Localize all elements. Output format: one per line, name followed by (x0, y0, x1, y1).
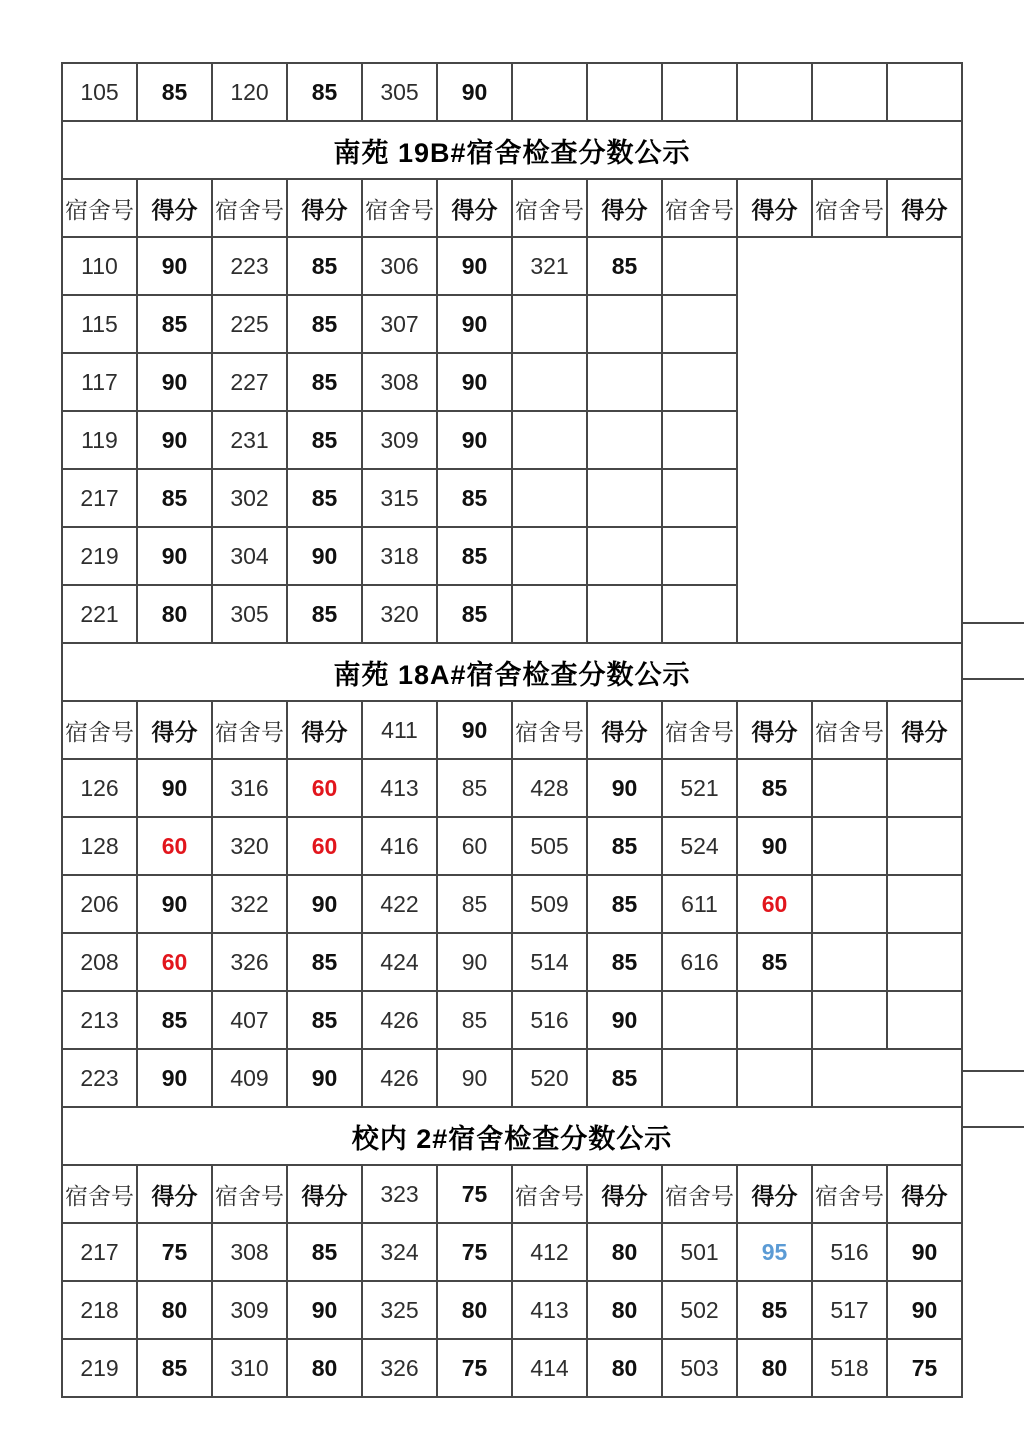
table-cell: 85 (287, 585, 362, 643)
table-cell: 60 (137, 933, 212, 991)
table-cell: 95 (737, 1223, 812, 1281)
table-cell: 316 (212, 759, 287, 817)
title-row-right-extension (963, 622, 1024, 680)
table-cell: 80 (587, 1339, 662, 1397)
table-cell: 521 (662, 759, 737, 817)
table-cell: 516 (812, 1223, 887, 1281)
table-cell: 60 (437, 817, 512, 875)
table-cell: 518 (812, 1339, 887, 1397)
empty-cell (662, 585, 737, 643)
empty-cell (887, 817, 962, 875)
table-cell: 110 (62, 237, 137, 295)
column-header: 得分 (737, 701, 812, 759)
table-cell: 85 (137, 1339, 212, 1397)
table-cell: 428 (512, 759, 587, 817)
column-header: 得分 (287, 1165, 362, 1223)
table-cell: 85 (737, 759, 812, 817)
table-cell: 223 (62, 1049, 137, 1107)
empty-cell (587, 353, 662, 411)
column-header: 宿舍号 (662, 179, 737, 237)
section-title: 南苑 19B#宿舍检查分数公示 (62, 121, 962, 179)
table-cell: 85 (287, 63, 362, 121)
table-cell: 611 (662, 875, 737, 933)
empty-cell (512, 469, 587, 527)
table-cell: 416 (362, 817, 437, 875)
table-cell: 85 (437, 527, 512, 585)
table-cell: 219 (62, 1339, 137, 1397)
table-cell: 306 (362, 237, 437, 295)
table-cell: 524 (662, 817, 737, 875)
table-row (62, 643, 962, 701)
table-cell: 90 (137, 759, 212, 817)
table-cell: 616 (662, 933, 737, 991)
table-cell: 305 (362, 63, 437, 121)
table-cell: 90 (437, 237, 512, 295)
table-cell: 90 (137, 411, 212, 469)
table-row (62, 1165, 962, 1223)
table-cell: 85 (437, 875, 512, 933)
table-row (62, 933, 962, 991)
table-row (62, 701, 962, 759)
table-cell: 85 (437, 759, 512, 817)
table-row (62, 1223, 962, 1281)
table-cell: 85 (587, 933, 662, 991)
column-header: 得分 (587, 701, 662, 759)
table-cell: 85 (137, 63, 212, 121)
table-cell: 85 (137, 469, 212, 527)
table-cell: 219 (62, 527, 137, 585)
table-cell: 85 (287, 1223, 362, 1281)
table-cell: 218 (62, 1281, 137, 1339)
empty-cell (662, 295, 737, 353)
table-cell: 90 (137, 1049, 212, 1107)
empty-cell (512, 411, 587, 469)
table-cell: 426 (362, 1049, 437, 1107)
empty-cell (662, 63, 737, 121)
table-row (62, 759, 962, 817)
table-cell: 422 (362, 875, 437, 933)
table-cell: 225 (212, 295, 287, 353)
table-row (62, 1107, 962, 1165)
table-cell: 221 (62, 585, 137, 643)
column-header: 得分 (737, 1165, 812, 1223)
column-header: 323 (362, 1165, 437, 1223)
table-cell: 227 (212, 353, 287, 411)
table-cell: 75 (437, 1339, 512, 1397)
table-cell: 520 (512, 1049, 587, 1107)
table-cell: 90 (437, 1049, 512, 1107)
table-cell: 502 (662, 1281, 737, 1339)
table-cell: 413 (512, 1281, 587, 1339)
table-cell: 90 (287, 527, 362, 585)
table-cell: 85 (287, 237, 362, 295)
table-cell: 75 (137, 1223, 212, 1281)
table-cell: 60 (287, 817, 362, 875)
table-cell: 75 (887, 1339, 962, 1397)
empty-cell (812, 63, 887, 121)
empty-cell (887, 933, 962, 991)
table-cell: 318 (362, 527, 437, 585)
empty-cell (812, 759, 887, 817)
table-cell: 90 (587, 991, 662, 1049)
table-cell: 85 (737, 933, 812, 991)
table-cell: 85 (287, 411, 362, 469)
table-cell: 308 (212, 1223, 287, 1281)
table-cell: 325 (362, 1281, 437, 1339)
table-cell: 115 (62, 295, 137, 353)
column-header: 宿舍号 (362, 179, 437, 237)
column-header: 宿舍号 (212, 179, 287, 237)
table-cell: 85 (137, 295, 212, 353)
empty-cell (737, 63, 812, 121)
column-header: 90 (437, 701, 512, 759)
table-cell: 426 (362, 991, 437, 1049)
table-cell: 75 (437, 1223, 512, 1281)
column-header: 得分 (287, 179, 362, 237)
section-title: 校内 2#宿舍检查分数公示 (62, 1107, 962, 1165)
table-cell: 509 (512, 875, 587, 933)
table-cell: 305 (212, 585, 287, 643)
column-header: 得分 (137, 179, 212, 237)
table-cell: 90 (287, 1049, 362, 1107)
column-header: 宿舍号 (62, 1165, 137, 1223)
empty-cell (662, 411, 737, 469)
empty-cell (587, 295, 662, 353)
table-cell: 105 (62, 63, 137, 121)
table-row (62, 1049, 962, 1107)
empty-cell (512, 353, 587, 411)
column-header: 宿舍号 (512, 701, 587, 759)
table-cell: 85 (587, 817, 662, 875)
empty-cell (587, 469, 662, 527)
table-cell: 80 (587, 1281, 662, 1339)
table-cell: 326 (212, 933, 287, 991)
column-header: 宿舍号 (662, 701, 737, 759)
column-header: 得分 (437, 179, 512, 237)
table-cell: 80 (287, 1339, 362, 1397)
table-cell: 85 (437, 585, 512, 643)
empty-cell (662, 1049, 737, 1107)
title-row-right-extension (963, 1070, 1024, 1128)
empty-cell (662, 469, 737, 527)
table-cell: 412 (512, 1223, 587, 1281)
empty-cell (812, 875, 887, 933)
table-cell: 90 (437, 933, 512, 991)
table-cell: 307 (362, 295, 437, 353)
table-cell: 119 (62, 411, 137, 469)
empty-cell (887, 875, 962, 933)
table-cell: 503 (662, 1339, 737, 1397)
table-cell: 60 (137, 817, 212, 875)
table-row (62, 121, 962, 179)
table-cell: 409 (212, 1049, 287, 1107)
empty-cell (812, 817, 887, 875)
empty-cell (587, 411, 662, 469)
empty-cell (587, 63, 662, 121)
empty-cell (812, 933, 887, 991)
table-cell: 501 (662, 1223, 737, 1281)
column-header: 宿舍号 (212, 701, 287, 759)
table-cell: 90 (437, 63, 512, 121)
column-header: 宿舍号 (62, 701, 137, 759)
table-cell: 120 (212, 63, 287, 121)
table-cell: 302 (212, 469, 287, 527)
table-cell: 213 (62, 991, 137, 1049)
table-row (62, 1339, 962, 1397)
table-row (62, 875, 962, 933)
table-cell: 322 (212, 875, 287, 933)
table-cell: 90 (437, 353, 512, 411)
table-cell: 90 (287, 875, 362, 933)
table-cell: 80 (437, 1281, 512, 1339)
table-cell: 90 (137, 527, 212, 585)
table-cell: 309 (212, 1281, 287, 1339)
table-cell: 315 (362, 469, 437, 527)
table-cell: 309 (362, 411, 437, 469)
table-cell: 320 (362, 585, 437, 643)
empty-cell (887, 63, 962, 121)
table-cell: 517 (812, 1281, 887, 1339)
table-cell: 85 (437, 469, 512, 527)
column-header: 宿舍号 (812, 179, 887, 237)
table-cell: 413 (362, 759, 437, 817)
empty-cell (512, 63, 587, 121)
table-cell: 80 (137, 1281, 212, 1339)
table-cell: 80 (737, 1339, 812, 1397)
empty-cell (662, 527, 737, 585)
table-cell: 85 (437, 991, 512, 1049)
table-cell: 126 (62, 759, 137, 817)
table-cell: 324 (362, 1223, 437, 1281)
table-cell: 90 (137, 353, 212, 411)
table-cell: 90 (137, 875, 212, 933)
table-cell: 320 (212, 817, 287, 875)
table-row (62, 179, 962, 237)
empty-cell (812, 991, 887, 1049)
table-cell: 90 (137, 237, 212, 295)
table-cell: 90 (887, 1281, 962, 1339)
table-row (62, 817, 962, 875)
table-cell: 326 (362, 1339, 437, 1397)
column-header: 宿舍号 (512, 179, 587, 237)
empty-cell (737, 1049, 812, 1107)
table-cell: 85 (287, 933, 362, 991)
table-cell: 85 (287, 353, 362, 411)
column-header: 宿舍号 (812, 1165, 887, 1223)
table-cell: 60 (287, 759, 362, 817)
table-cell: 90 (287, 1281, 362, 1339)
table-cell: 85 (737, 1281, 812, 1339)
column-header: 得分 (887, 1165, 962, 1223)
table-cell: 85 (137, 991, 212, 1049)
table-cell: 60 (737, 875, 812, 933)
column-header: 得分 (587, 179, 662, 237)
column-header: 宿舍号 (62, 179, 137, 237)
table-row (62, 1281, 962, 1339)
table-cell: 85 (287, 991, 362, 1049)
table-cell: 206 (62, 875, 137, 933)
empty-cell (887, 759, 962, 817)
scores-table (61, 62, 963, 1398)
empty-cell (662, 353, 737, 411)
table-row (62, 237, 962, 295)
column-header: 得分 (137, 1165, 212, 1223)
table-row (62, 63, 962, 121)
table-cell: 117 (62, 353, 137, 411)
column-header: 得分 (287, 701, 362, 759)
section-title: 南苑 18A#宿舍检查分数公示 (62, 643, 962, 701)
empty-cell (587, 585, 662, 643)
table-cell: 90 (437, 411, 512, 469)
table-row (62, 991, 962, 1049)
table-cell: 304 (212, 527, 287, 585)
column-header: 得分 (887, 701, 962, 759)
table-cell: 321 (512, 237, 587, 295)
empty-cell (512, 527, 587, 585)
table-cell: 223 (212, 237, 287, 295)
column-header: 宿舍号 (512, 1165, 587, 1223)
column-header: 宿舍号 (812, 701, 887, 759)
table-cell: 208 (62, 933, 137, 991)
table-cell: 128 (62, 817, 137, 875)
table-cell: 217 (62, 1223, 137, 1281)
empty-cell (887, 991, 962, 1049)
table-cell: 424 (362, 933, 437, 991)
table-cell: 90 (437, 295, 512, 353)
column-header: 宿舍号 (212, 1165, 287, 1223)
empty-cell (512, 585, 587, 643)
scores-table-body (62, 63, 962, 1397)
empty-cell (737, 991, 812, 1049)
table-cell: 90 (737, 817, 812, 875)
empty-cell (512, 295, 587, 353)
table-cell: 217 (62, 469, 137, 527)
empty-cell (587, 527, 662, 585)
table-cell: 80 (137, 585, 212, 643)
table-cell: 90 (887, 1223, 962, 1281)
column-header: 得分 (737, 179, 812, 237)
empty-cell (812, 1049, 962, 1107)
table-cell: 85 (587, 1049, 662, 1107)
column-header: 得分 (137, 701, 212, 759)
column-header: 得分 (887, 179, 962, 237)
table-cell: 407 (212, 991, 287, 1049)
column-header: 75 (437, 1165, 512, 1223)
table-cell: 85 (587, 237, 662, 295)
table-cell: 514 (512, 933, 587, 991)
table-cell: 414 (512, 1339, 587, 1397)
empty-cell (662, 991, 737, 1049)
table-cell: 308 (362, 353, 437, 411)
table-cell: 90 (587, 759, 662, 817)
table-cell: 231 (212, 411, 287, 469)
table-cell: 505 (512, 817, 587, 875)
table-cell: 80 (587, 1223, 662, 1281)
table-cell: 310 (212, 1339, 287, 1397)
table-cell: 85 (587, 875, 662, 933)
column-header: 411 (362, 701, 437, 759)
column-header: 得分 (587, 1165, 662, 1223)
table-cell: 85 (287, 469, 362, 527)
empty-cell (737, 237, 962, 643)
column-header: 宿舍号 (662, 1165, 737, 1223)
table-cell: 85 (287, 295, 362, 353)
table-cell: 516 (512, 991, 587, 1049)
empty-cell (662, 237, 737, 295)
